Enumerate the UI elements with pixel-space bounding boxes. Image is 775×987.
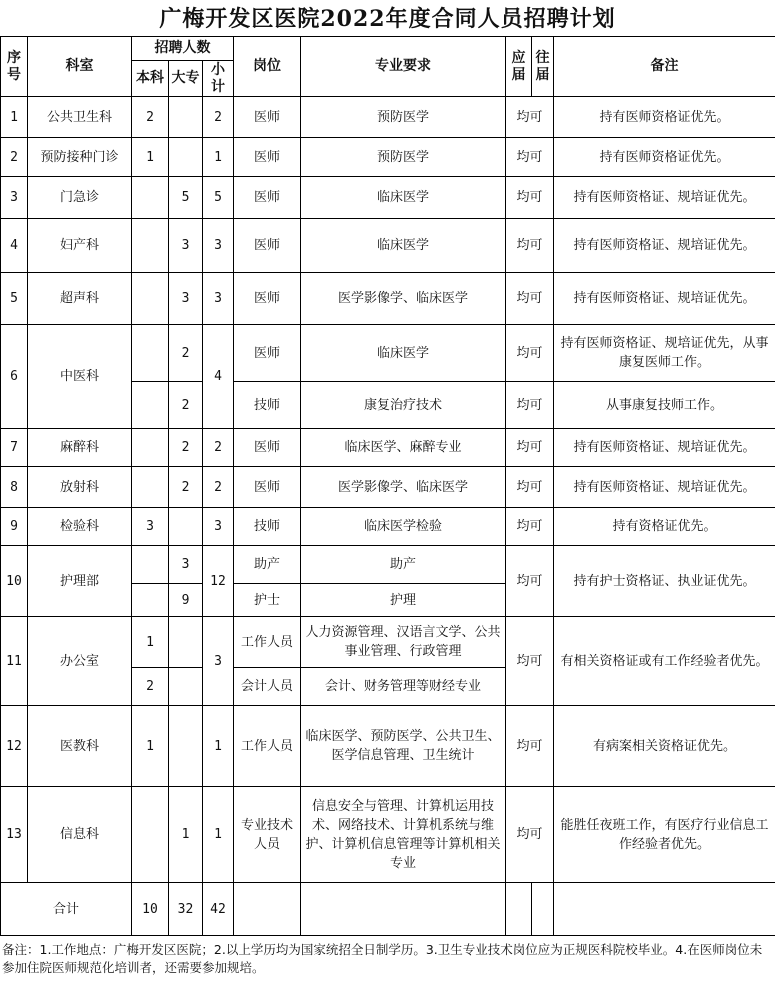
dept-cell: 检验科	[28, 508, 132, 546]
table-row	[1, 97, 775, 138]
remark-cell: 持有医师资格证、规培证优先。	[554, 219, 775, 273]
total-row	[1, 883, 775, 936]
college-cell: 3	[169, 546, 203, 584]
remark-cell: 能胜任夜班工作，有医疗行业信息工作经验者优先。	[554, 787, 775, 883]
college-cell	[169, 617, 203, 668]
college-cell	[169, 668, 203, 706]
total-position-empty	[234, 883, 301, 936]
grad-cell: 均可	[506, 787, 554, 883]
major-cell: 人力资源管理、汉语言文学、公共事业管理、行政管理	[301, 617, 506, 668]
table-row	[1, 325, 775, 382]
seq-cell: 6	[1, 325, 28, 429]
dept-cell: 公共卫生科	[28, 97, 132, 138]
major-cell: 护理	[301, 584, 506, 617]
total-remark-empty	[554, 883, 775, 936]
college-cell: 3	[169, 219, 203, 273]
college-cell	[169, 706, 203, 787]
position-cell: 工作人员	[234, 706, 301, 787]
position-cell: 技师	[234, 382, 301, 429]
bachelor-cell: 1	[132, 138, 169, 177]
subtotal-cell: 2	[203, 429, 234, 467]
remark-cell: 持有医师资格证、规培证优先。	[554, 177, 775, 219]
grad-cell: 均可	[506, 219, 554, 273]
position-cell: 医师	[234, 97, 301, 138]
dept-cell: 超声科	[28, 273, 132, 325]
bachelor-cell	[132, 219, 169, 273]
remark-cell: 持有医师资格证、规培证优先，从事康复医师工作。	[554, 325, 775, 382]
bachelor-cell	[132, 382, 169, 429]
bachelor-cell: 1	[132, 617, 169, 668]
header-fresh-grad: 应届	[506, 37, 532, 97]
remark-cell: 有相关资格证或有工作经验者优先。	[554, 617, 775, 706]
grad-cell: 均可	[506, 706, 554, 787]
major-cell: 会计、财务管理等财经专业	[301, 668, 506, 706]
bachelor-cell	[132, 177, 169, 219]
header-college: 大专	[169, 61, 203, 97]
subtotal-cell: 1	[203, 706, 234, 787]
header-bachelor: 本科	[132, 61, 169, 97]
seq-cell: 1	[1, 97, 28, 138]
dept-cell: 中医科	[28, 325, 132, 429]
footnote: 备注：1.工作地点：广梅开发区医院；2.以上学历均为国家统招全日制学历。3.卫生专业技术岗位应为正规医科院校毕业。4.在医师岗位未参加住院医师规范化培训者，还需要参加规培。	[2, 942, 763, 975]
college-cell	[169, 97, 203, 138]
position-cell: 医师	[234, 325, 301, 382]
college-cell: 2	[169, 467, 203, 508]
major-cell: 助产	[301, 546, 506, 584]
total-label: 合计	[1, 883, 132, 936]
bachelor-cell	[132, 584, 169, 617]
bachelor-cell	[132, 467, 169, 508]
seq-cell: 8	[1, 467, 28, 508]
header-position: 岗位	[234, 37, 301, 97]
table-row	[1, 508, 775, 546]
grad-cell: 均可	[506, 508, 554, 546]
major-cell: 临床医学检验	[301, 508, 506, 546]
seq-cell: 13	[1, 787, 28, 883]
grad-cell: 均可	[506, 273, 554, 325]
header-remarks: 备注	[554, 37, 775, 97]
remark-cell: 从事康复技师工作。	[554, 382, 775, 429]
major-cell: 康复治疗技术	[301, 382, 506, 429]
grad-cell: 均可	[506, 325, 554, 382]
remark-cell: 持有医师资格证、规培证优先。	[554, 429, 775, 467]
dept-cell: 门急诊	[28, 177, 132, 219]
major-cell: 预防医学	[301, 138, 506, 177]
header-recruit-count: 招聘人数	[132, 37, 234, 61]
subtotal-cell: 12	[203, 546, 234, 617]
header-subtotal: 小计	[203, 61, 234, 97]
header-dept: 科室	[28, 37, 132, 97]
subtotal-cell: 3	[203, 219, 234, 273]
position-cell: 会计人员	[234, 668, 301, 706]
seq-cell: 9	[1, 508, 28, 546]
bachelor-cell: 2	[132, 97, 169, 138]
position-cell: 医师	[234, 467, 301, 508]
table-row	[1, 787, 775, 883]
dept-cell: 放射科	[28, 467, 132, 508]
remark-cell: 持有医师资格证、规培证优先。	[554, 273, 775, 325]
major-cell: 临床医学	[301, 219, 506, 273]
total-college: 32	[169, 883, 203, 936]
header-past-grad: 往届	[532, 37, 554, 97]
dept-cell: 护理部	[28, 546, 132, 617]
bachelor-cell	[132, 325, 169, 382]
seq-cell: 10	[1, 546, 28, 617]
major-cell: 医学影像学、临床医学	[301, 273, 506, 325]
position-cell: 医师	[234, 429, 301, 467]
remark-cell: 持有资格证优先。	[554, 508, 775, 546]
subtotal-cell: 5	[203, 177, 234, 219]
position-cell: 护士	[234, 584, 301, 617]
major-cell: 医学影像学、临床医学	[301, 467, 506, 508]
major-cell: 临床医学	[301, 177, 506, 219]
header-row	[1, 37, 775, 61]
table-row	[1, 219, 775, 273]
table-row	[1, 429, 775, 467]
grad-cell: 均可	[506, 467, 554, 508]
remark-cell: 持有护士资格证、执业证优先。	[554, 546, 775, 617]
college-cell	[169, 138, 203, 177]
college-cell	[169, 508, 203, 546]
seq-cell: 3	[1, 177, 28, 219]
subtotal-cell: 3	[203, 508, 234, 546]
page-title: 广梅开发区医院2022年度合同人员招聘计划	[159, 6, 616, 32]
college-cell: 1	[169, 787, 203, 883]
bachelor-cell	[132, 787, 169, 883]
bachelor-cell: 3	[132, 508, 169, 546]
major-cell: 临床医学、预防医学、公共卫生、医学信息管理、卫生统计	[301, 706, 506, 787]
grad-cell: 均可	[506, 138, 554, 177]
position-cell: 工作人员	[234, 617, 301, 668]
dept-cell: 医教科	[28, 706, 132, 787]
header-seq: 序号	[1, 37, 28, 97]
table-row	[1, 546, 775, 584]
subtotal-cell: 2	[203, 467, 234, 508]
total-subtotal: 42	[203, 883, 234, 936]
subtotal-cell: 4	[203, 325, 234, 429]
seq-cell: 11	[1, 617, 28, 706]
bachelor-cell	[132, 273, 169, 325]
bachelor-cell: 2	[132, 668, 169, 706]
bachelor-cell	[132, 546, 169, 584]
major-cell: 临床医学	[301, 325, 506, 382]
college-cell: 2	[169, 382, 203, 429]
college-cell: 2	[169, 429, 203, 467]
recruitment-table	[0, 36, 775, 936]
table-row	[1, 177, 775, 219]
table-row	[1, 273, 775, 325]
total-fresh-empty	[506, 883, 532, 936]
college-cell: 3	[169, 273, 203, 325]
grad-cell: 均可	[506, 617, 554, 706]
subtotal-cell: 1	[203, 138, 234, 177]
dept-cell: 麻醉科	[28, 429, 132, 467]
college-cell: 5	[169, 177, 203, 219]
major-cell: 临床医学、麻醉专业	[301, 429, 506, 467]
grad-cell: 均可	[506, 382, 554, 429]
table-row	[1, 617, 775, 668]
subtotal-cell: 2	[203, 97, 234, 138]
position-cell: 医师	[234, 273, 301, 325]
table-row	[1, 706, 775, 787]
grad-cell: 均可	[506, 429, 554, 467]
remark-cell: 持有医师资格证、规培证优先。	[554, 467, 775, 508]
position-cell: 助产	[234, 546, 301, 584]
table-row	[1, 138, 775, 177]
grad-cell: 均可	[506, 97, 554, 138]
position-cell: 医师	[234, 138, 301, 177]
dept-cell: 信息科	[28, 787, 132, 883]
dept-cell: 预防接种门诊	[28, 138, 132, 177]
grad-cell: 均可	[506, 177, 554, 219]
header-major: 专业要求	[301, 37, 506, 97]
major-cell: 信息安全与管理、计算机运用技术、网络技术、计算机系统与维护、计算机信息管理等计算机相关专业	[301, 787, 506, 883]
seq-cell: 4	[1, 219, 28, 273]
position-cell: 技师	[234, 508, 301, 546]
dept-cell: 妇产科	[28, 219, 132, 273]
total-bachelor: 10	[132, 883, 169, 936]
remark-cell: 持有医师资格证优先。	[554, 138, 775, 177]
subtotal-cell: 1	[203, 787, 234, 883]
remark-cell: 有病案相关资格证优先。	[554, 706, 775, 787]
subtotal-cell: 3	[203, 617, 234, 706]
seq-cell: 5	[1, 273, 28, 325]
major-cell: 预防医学	[301, 97, 506, 138]
position-cell: 医师	[234, 219, 301, 273]
total-past-empty	[532, 883, 554, 936]
subtotal-cell: 3	[203, 273, 234, 325]
seq-cell: 7	[1, 429, 28, 467]
total-major-empty	[301, 883, 506, 936]
position-cell: 专业技术人员	[234, 787, 301, 883]
college-cell: 9	[169, 584, 203, 617]
dept-cell: 办公室	[28, 617, 132, 706]
bachelor-cell	[132, 429, 169, 467]
bachelor-cell: 1	[132, 706, 169, 787]
table-row	[1, 467, 775, 508]
grad-cell: 均可	[506, 546, 554, 617]
remark-cell: 持有医师资格证优先。	[554, 97, 775, 138]
position-cell: 医师	[234, 177, 301, 219]
seq-cell: 2	[1, 138, 28, 177]
college-cell: 2	[169, 325, 203, 382]
seq-cell: 12	[1, 706, 28, 787]
